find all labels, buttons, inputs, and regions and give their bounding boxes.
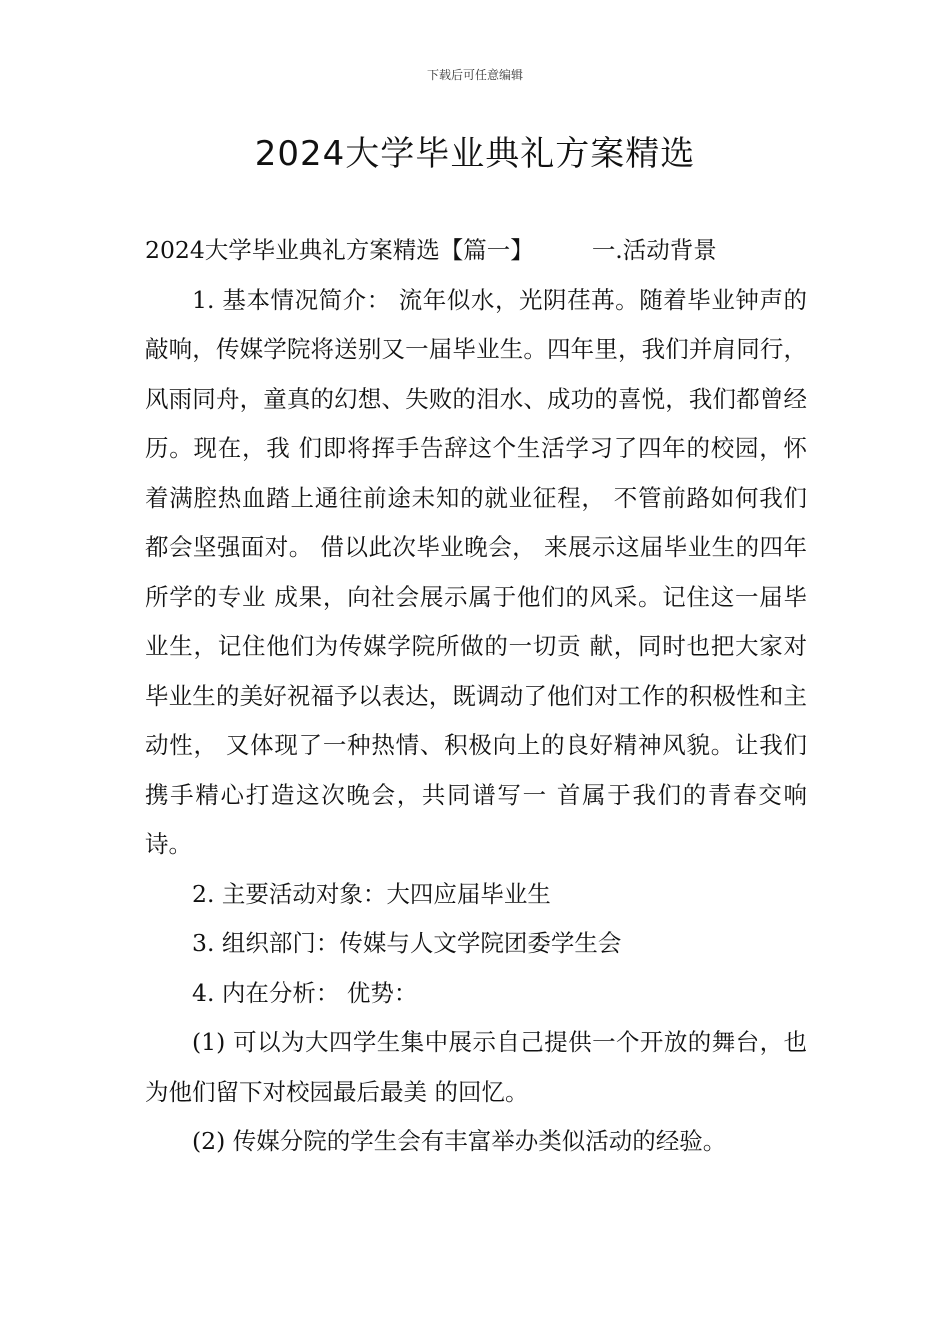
document-body	[145, 226, 807, 1167]
paragraph-organizer: 3. 组织部门：传媒与人文学院团委学生会	[192, 929, 622, 957]
section-subheading: 一.活动背景	[591, 236, 717, 264]
header-note: 下载后可任意编辑	[426, 68, 523, 82]
paragraph-advantage-1: (1) 可以为大四学生集中展示自己提供一个开放的舞台，也为他们留下对校园最后最美 的回忆。	[145, 1028, 807, 1106]
paragraph-advantage-2: (2) 传媒分院的学生会有丰富举办类似活动的经验。	[192, 1127, 727, 1155]
paragraph-background: 1. 基本情况简介： 流年似水，光阴荏苒。随着毕业钟声的敲响，传媒学院将送别又一届毕业生。四年里，我们并肩同行，风雨同舟，童真的幻想、失败的泪水、成功的喜悦，我们都曾经历。现在，我 们即将挥手告辞这个生活学习了四年的校园，怀着满腔热血踏上通往前途未知的就业征程， 不管前路如何我们都会坚强面对。 借以此次毕业晚会， 来展示这届毕业生的四年所学的专业 成果，向社会展示属于他们的风采。记住这一届毕业生，记住他们为传媒学院所做的一切贡 献，同时也把大家对毕业生的美好祝福予以表达，既调动了他们对工作的积极性和主动性， 又体现了一种热情、积极向上的良好精神风貌。让我们携手精心打造这次晚会，共同谱写一 首属于我们的青春交响诗。	[145, 285, 807, 858]
paragraph-target-audience: 2. 主要活动对象：大四应届毕业生	[192, 879, 551, 908]
section-heading-line	[145, 226, 807, 276]
section-heading: 2024大学毕业典礼方案精选【篇一】	[145, 236, 534, 264]
paragraph-internal-analysis: 4. 内在分析： 优势：	[192, 978, 418, 1007]
document-title: 2024大学毕业典礼方案精选	[254, 134, 696, 174]
